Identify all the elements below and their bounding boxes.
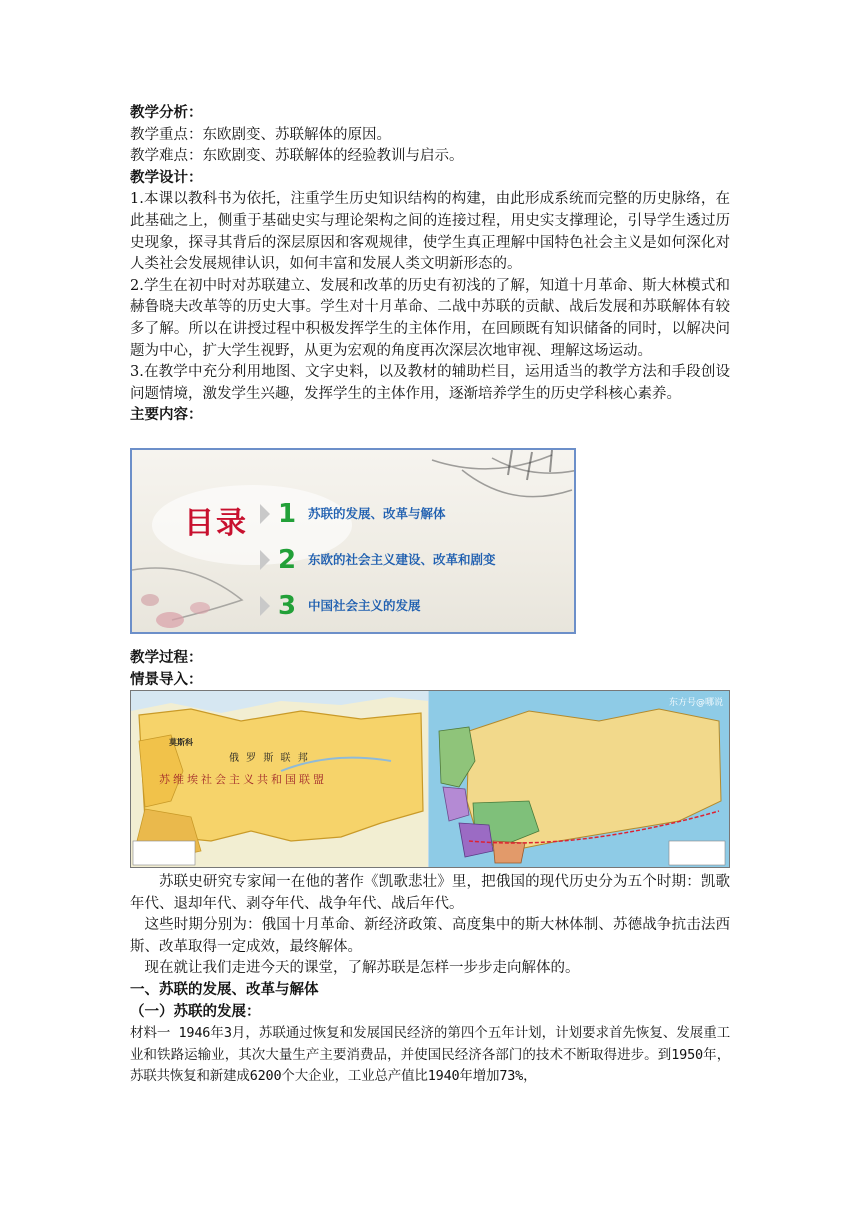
- russian-federation-label: 俄 罗 斯 联 邦: [229, 753, 310, 764]
- teaching-focus: 教学重点：东欧剧变、苏联解体的原因。: [130, 126, 391, 143]
- chevron-right-icon: [260, 504, 270, 524]
- process-heading: 教学过程：: [130, 650, 203, 666]
- toc-item-1-number: 1: [277, 499, 297, 529]
- intro-paragraph-1: 苏联史研究专家闻一在他的著作《凯歌悲壮》里，把俄国的现代历史分为五个时期：凯歌年代、退却年代、剥夺年代、战争年代、战后年代。: [130, 874, 730, 912]
- intro-paragraph-3: 现在就让我们走进今天的课堂，了解苏联是怎样一步步走向解体的。: [144, 960, 580, 977]
- intro-paragraph-2: 这些时期分别为：俄国十月革命、新经济政策、高度集中的斯大林体制、苏德战争抗击法西斯、改革取得一定成效，最终解体。: [130, 917, 730, 955]
- moscow-label: 莫斯科: [169, 738, 193, 747]
- toc-banner: [130, 448, 576, 634]
- intro-heading: 情景导入：: [130, 671, 203, 688]
- material-one: 材料一 1946年3月，苏联通过恢复和发展国民经济的第四个五年计划，计划要求首先恢复、发展重工业和铁路运输业，其次大量生产主要消费品，并使国民经济各部门的技术不断取得进步。到1950年，苏联共恢复和新建成6200个大企业，工业总产值比1940年增加73%，: [130, 1025, 730, 1085]
- chevron-right-icon: [260, 596, 270, 616]
- design-item-1: 1.本课以教科书为依托，注重学生历史知识结构的构建，由此形成系统而完整的历史脉络，在此基础之上，侧重于基础史实与理论架构之间的连接过程，用史实支撑理论，引导学生透过历史现象，探寻其背后的深层原因和客观规律，使学生真正理解中国特色社会主义是如何深化对人类社会发展规律认识，如何丰富和发展人类文明新形态的。: [130, 191, 730, 273]
- toc-item-2-number: 2: [277, 545, 297, 575]
- design-heading: 教学设计：: [130, 169, 203, 186]
- chevron-right-icon: [260, 550, 270, 570]
- toc-title: 目录: [184, 506, 248, 541]
- soviet-maps-image: [130, 690, 730, 868]
- ussr-dissolution-map-right: [429, 691, 729, 867]
- document-body: [130, 103, 730, 427]
- design-item-3: 3.在教学中充分利用地图、文字史料，以及教材的辅助栏目，运用适当的教学方法和手段创设问题情境，激发学生兴趣，发挥学生的主体作用，逐渐培养学生的历史学科核心素养。: [130, 364, 730, 402]
- map-watermark: 东方号@哪说: [668, 698, 723, 708]
- design-item-2: 2.学生在初中时对苏联建立、发展和改革的历史有初浅的了解，知道十月革命、斯大林模式和赫鲁晓夫改革等的历史大事。学生对十月革命、二战中苏联的贡献、战后发展和苏联解体有较多了解。所以在讲授过程中积极发挥学生的主体作用，在回顾既有知识储备的同时，以解决问题为中心，扩大学生视野，从更为宏观的角度再次深层次地审视、理解这场运动。: [130, 277, 730, 359]
- dissolution-territory-icon: [429, 691, 729, 867]
- toc-item-3-number: 3: [277, 591, 297, 621]
- section1-heading: 一、苏联的发展、改革与解体: [130, 981, 319, 998]
- teaching-difficulty: 教学难点：东欧剧变、苏联解体的经验教训与启示。: [130, 148, 464, 165]
- toc-item-3: [274, 590, 570, 622]
- ussr-map-left: [131, 691, 428, 867]
- toc-item-2-label: 东欧的社会主义建设、改革和剧变: [308, 552, 496, 567]
- toc-item-1-label: 苏联的发展、改革与解体: [308, 506, 446, 521]
- intro-and-section1: [130, 872, 730, 1088]
- toc-item-2: [274, 544, 570, 576]
- section1-sub-heading: （一）苏联的发展：: [130, 1003, 261, 1020]
- main-content-heading: 主要内容：: [130, 407, 203, 424]
- toc-item-3-label: 中国社会主义的发展: [308, 598, 421, 613]
- analysis-heading: 教学分析：: [130, 105, 203, 121]
- toc-item-1: [274, 498, 570, 530]
- process-headings: [130, 648, 730, 691]
- ussr-label: 苏维埃社会主义共和国联盟: [159, 773, 327, 786]
